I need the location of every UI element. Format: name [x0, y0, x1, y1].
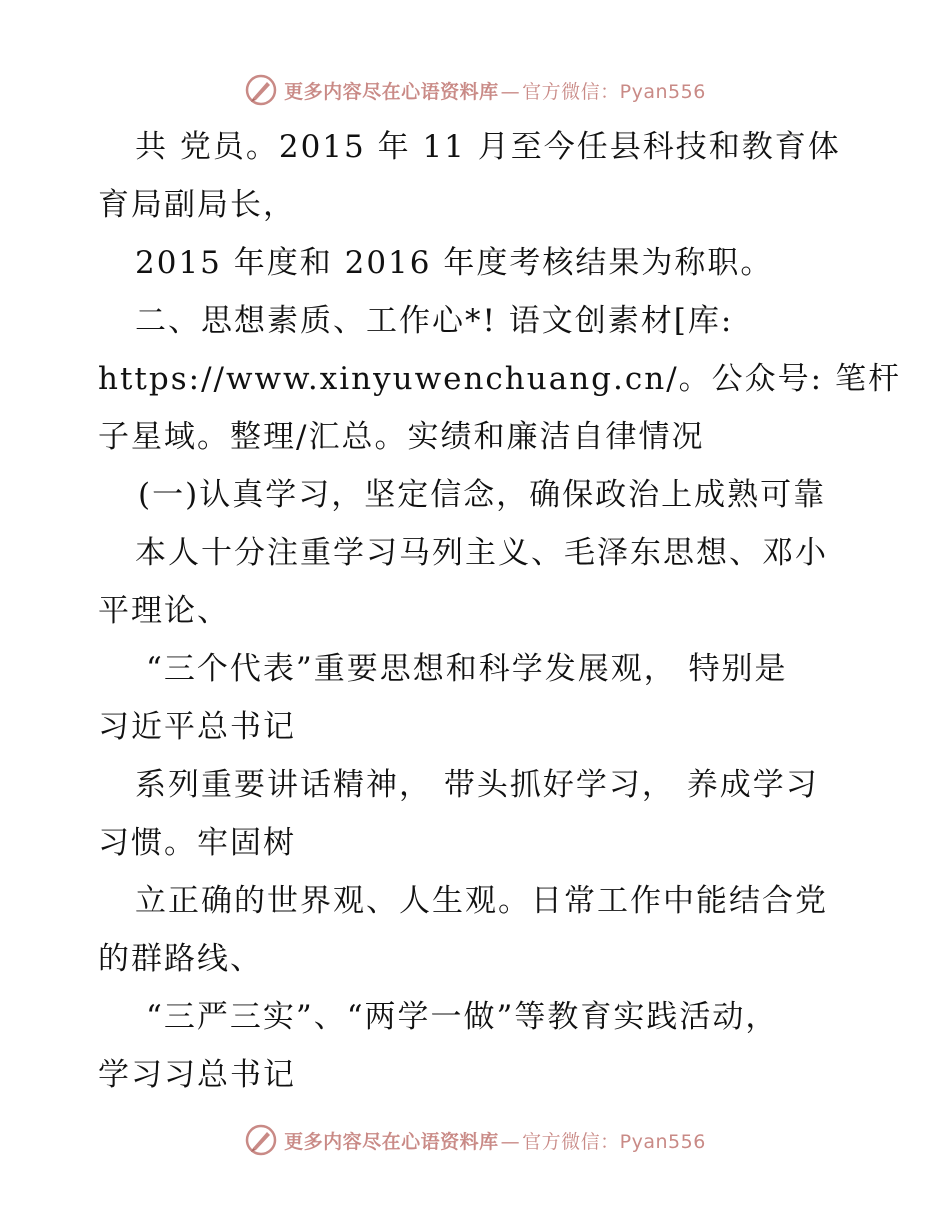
text-line: 2015 年度和 2016 年度考核结果为称职。	[135, 245, 774, 281]
document-body	[98, 118, 901, 1104]
text-line: 的群路线、	[98, 941, 263, 977]
header-watermark	[0, 70, 950, 110]
text-line: 二、思想素质、工作心*! 语文创素材[库:	[135, 303, 734, 339]
watermark-separator: —	[500, 1130, 521, 1153]
watermark-text	[284, 1127, 706, 1154]
text-line: 平理论、	[98, 593, 230, 629]
text-line: 育局副局长，	[98, 187, 296, 223]
pen-logo-icon	[244, 73, 278, 107]
text-line: 立正确的世界观、人生观。日常工作中能结合党	[135, 883, 828, 919]
watermark-main: 更多内容尽在心语资料库	[284, 1130, 499, 1153]
pen-logo-icon	[244, 1123, 278, 1157]
watermark-wechat: 官方微信：Pyan556	[522, 1130, 706, 1153]
text-line: (一)认真学习，坚定信念，确保政治上成熟可靠	[138, 477, 827, 513]
footer-watermark	[0, 1120, 950, 1160]
text-line: 子星域。整理/汇总。实绩和廉洁自律情况	[98, 419, 705, 455]
text-line: 本人十分注重学习马列主义、毛泽东思想、邓小	[135, 535, 828, 571]
watermark-text	[284, 77, 706, 104]
text-line: 共 党员。2015 年 11 月至今任县科技和教育体	[135, 129, 841, 165]
text-line: 学习习总书记	[98, 1057, 296, 1093]
text-line: “三个代表”重要思想和科学发展观， 特别是	[146, 651, 788, 687]
text-line: 系列重要讲话精神， 带头抓好学习， 养成学习	[135, 767, 819, 803]
text-line: 习惯。牢固树	[98, 825, 296, 861]
watermark-separator: —	[500, 80, 521, 103]
text-line: “三严三实”、“两学一做”等教育实践活动，	[146, 999, 779, 1035]
watermark-main: 更多内容尽在心语资料库	[284, 80, 499, 103]
watermark-wechat: 官方微信：Pyan556	[522, 80, 706, 103]
text-line: 习近平总书记	[98, 709, 296, 745]
text-line: https://www.xinyuwenchuang.cn/。公众号: 笔杆	[98, 361, 901, 397]
